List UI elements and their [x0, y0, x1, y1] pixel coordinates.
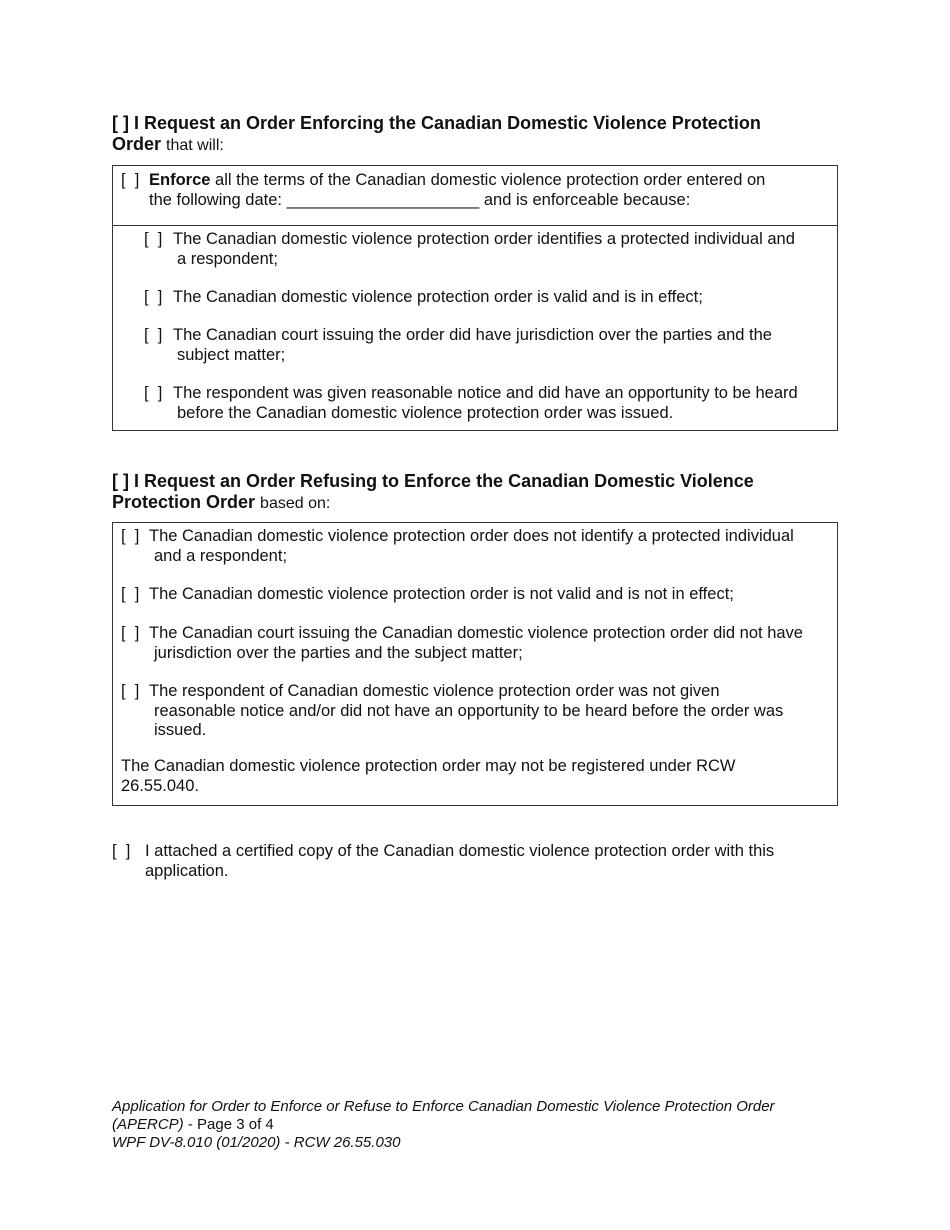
registration-note-line1: The Canadian domestic violence protection order may not be registered under RCW — [121, 757, 736, 775]
enforce-reason-4-line1: The respondent was given reasonable notice and did have an opportunity to be heard — [173, 384, 798, 402]
page-footer — [112, 1098, 832, 1152]
refuse-reason-3-line2: jurisdiction over the parties and the subject matter; — [154, 643, 523, 662]
attachment-line1: I attached a certified copy of the Canadian domestic violence protection order with this — [145, 842, 775, 860]
section2-heading-line1: I Request an Order Refusing to Enforce the Canadian Domestic Violence — [134, 471, 754, 491]
refuse-reason-4-checkbox[interactable]: [ ] — [121, 682, 140, 700]
enforce-reason-3-line1: The Canadian court issuing the order did have jurisdiction over the parties and the — [173, 326, 772, 344]
section2-checkbox[interactable]: [ ] — [112, 471, 129, 491]
refuse-reason-1-line1: The Canadian domestic violence protection order does not identify a protected individual — [149, 527, 794, 545]
enforce-label: Enforce — [149, 171, 211, 189]
enforce-line2: the following date: _____________________ and is enforceable because: — [149, 190, 691, 209]
footer-abbr: (APERCP) — [112, 1116, 184, 1133]
section1-checkbox[interactable]: [ ] — [112, 113, 129, 133]
refuse-reason-1-checkbox[interactable]: [ ] — [121, 527, 140, 545]
refuse-reason-2-line1: The Canadian domestic violence protection order is not valid and is not in effect; — [149, 585, 734, 603]
enforce-reason-4-line2: before the Canadian domestic violence protection order was issued. — [177, 403, 674, 422]
refuse-reason-4-line3: issued. — [154, 721, 207, 739]
refuse-reason-1-line2: and a respondent; — [154, 546, 288, 565]
footer-title: Application for Order to Enforce or Refuse to Enforce Canadian Domestic Violence Protection Order — [112, 1098, 775, 1115]
footer-page-number: - Page 3 of 4 — [183, 1116, 274, 1133]
section2-heading-line2: Protection Order — [112, 492, 256, 512]
enforce-reason-3-line2: subject matter; — [177, 345, 286, 364]
refuse-reason-3-checkbox[interactable]: [ ] — [121, 624, 140, 642]
enforce-reason-2-line1: The Canadian domestic violence protection order is valid and is in effect; — [173, 288, 703, 306]
section2-heading-plain: based on: — [260, 495, 331, 512]
section1-heading-line1: I Request an Order Enforcing the Canadian Domestic Violence Protection — [134, 113, 761, 133]
attachment-line2: application. — [145, 861, 229, 880]
enforce-reason-1-line2: a respondent; — [177, 249, 278, 268]
refuse-reason-2-checkbox[interactable]: [ ] — [121, 585, 140, 603]
enforce-line1: all the terms of the Canadian domestic violence protection order entered on — [215, 171, 766, 189]
enforce-reason-1-checkbox[interactable]: [ ] — [144, 230, 163, 248]
attachment-checkbox[interactable]: [ ] — [112, 842, 131, 860]
section1-heading-line2: Order — [112, 134, 162, 154]
refuse-reason-4-line1: The respondent of Canadian domestic violence protection order was not given — [149, 682, 720, 700]
footer-form-id: WPF DV-8.010 (01/2020) - RCW 26.55.030 — [112, 1134, 401, 1151]
refuse-reason-4-line2: reasonable notice and/or did not have an opportunity to be heard before the order was — [154, 701, 784, 720]
enforce-reason-4-checkbox[interactable]: [ ] — [144, 384, 163, 402]
enforce-checkbox[interactable]: [ ] — [121, 171, 140, 189]
registration-note-line2: 26.55.040. — [121, 776, 199, 795]
enforce-reason-2-checkbox[interactable]: [ ] — [144, 288, 163, 306]
enforce-reason-3-checkbox[interactable]: [ ] — [144, 326, 163, 344]
section1-heading-plain: that will: — [166, 137, 224, 154]
section2-heading — [112, 471, 842, 514]
refuse-reason-3-line1: The Canadian court issuing the Canadian domestic violence protection order did not have — [149, 624, 803, 642]
enforce-reason-1-line1: The Canadian domestic violence protection order identifies a protected individual and — [173, 230, 795, 248]
section1-heading — [112, 113, 842, 156]
